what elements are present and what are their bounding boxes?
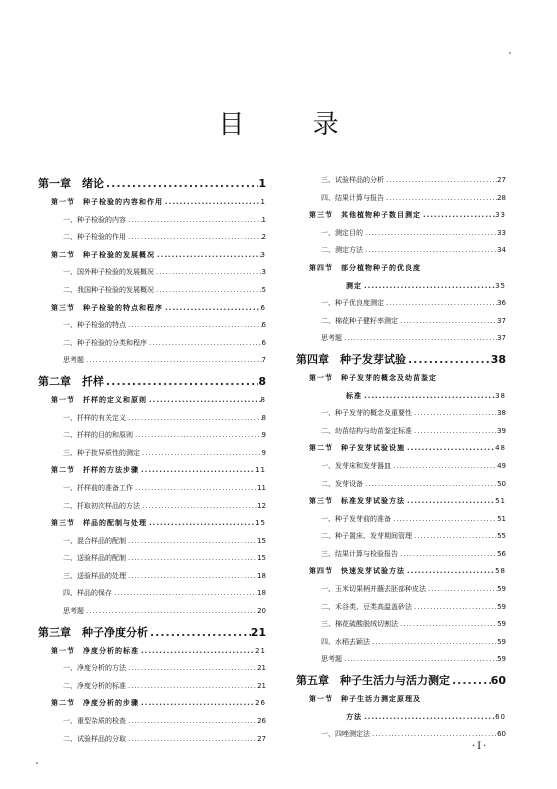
toc-section-entry — [38, 515, 266, 533]
dot-leader — [126, 717, 257, 726]
toc-entry-page: 6 — [260, 303, 266, 312]
dot-leader — [139, 466, 255, 475]
dot-leader — [405, 497, 495, 506]
toc-entry-page: 38 — [497, 409, 506, 418]
dot-leader — [139, 647, 255, 656]
toc-entry-label: 第三节 种子检验的特点和程序 — [51, 303, 163, 312]
dot-leader — [84, 356, 262, 365]
dot-leader — [84, 607, 257, 616]
toc-section-entry — [296, 207, 506, 225]
toc-item-entry — [38, 282, 266, 300]
toc-entry-label: 二、扦取初次样品的方法 — [63, 501, 140, 510]
dot-leader — [384, 299, 497, 308]
toc-section-entry — [38, 392, 266, 410]
toc-entry-label: 第二节 净度分析的步骤 — [51, 699, 139, 708]
toc-entry-page: 26 — [255, 699, 266, 708]
toc-entry-page: 5 — [261, 285, 266, 294]
toc-entry-label: 第四节 部分植物种子的优良度 — [309, 263, 421, 272]
toc-entry-page: 60 — [497, 730, 506, 739]
toc-item-entry — [296, 190, 506, 208]
toc-entry-page: 33 — [495, 211, 506, 220]
toc-entry-label: 思考题 — [63, 356, 84, 365]
toc-think-entry — [296, 330, 506, 348]
dot-leader — [104, 178, 258, 190]
toc-entry-page: 12 — [257, 501, 266, 510]
toc-entry-label: 一、种子优良度测定 — [321, 299, 384, 308]
toc-entry-page: 59 — [497, 655, 506, 664]
toc-item-entry — [296, 295, 506, 313]
dot-leader — [398, 317, 497, 326]
toc-cont-entry — [296, 278, 506, 296]
toc-section-entry — [38, 462, 266, 480]
toc-entry-label: 四、样品的保存 — [63, 589, 112, 598]
toc-item-entry — [296, 476, 506, 494]
toc-item-entry — [38, 317, 266, 335]
toc-entry-page: 20 — [257, 607, 266, 616]
toc-entry-page: 59 — [497, 585, 506, 594]
toc-section-entry — [296, 370, 506, 388]
toc-entry-label: 一、重型杂质的检查 — [63, 717, 126, 726]
dot-leader — [398, 620, 497, 629]
dot-leader — [147, 396, 261, 405]
toc-item-entry — [296, 458, 506, 476]
page-number: ·Ⅰ· — [472, 741, 489, 752]
toc-item-entry — [296, 528, 506, 546]
toc-item-entry — [296, 511, 506, 529]
toc-entry-page: 18 — [257, 571, 266, 580]
toc-item-entry — [38, 212, 266, 230]
toc-entry-page: 58 — [495, 567, 506, 576]
toc-entry-label: 第一章 绪论 — [38, 177, 104, 190]
toc-entry-label: 二、测定方法 — [321, 246, 363, 255]
toc-entry-label: 思考题 — [321, 334, 342, 343]
toc-item-entry — [38, 335, 266, 353]
toc-item-entry — [38, 229, 266, 247]
toc-entry-page: 28 — [497, 193, 506, 202]
toc-entry-page: 6 — [261, 338, 266, 347]
toc-think-entry — [38, 603, 266, 621]
scan-speck — [36, 762, 38, 764]
toc-entry-page: 1 — [260, 198, 266, 206]
toc-item-entry — [38, 678, 266, 696]
toc-column-right — [296, 172, 506, 744]
toc-entry-page: 27 — [257, 734, 266, 743]
toc-entry-label: 三、结果计算与检验报告 — [321, 549, 398, 558]
dot-leader — [391, 462, 497, 471]
toc-entry-page: 2 — [261, 233, 266, 242]
toc-entry-label: 第三节 标准发芽试验方法 — [309, 497, 405, 506]
dot-leader — [112, 589, 257, 598]
dot-leader — [126, 414, 262, 423]
toc-entry-label: 三、送验样品的处理 — [63, 571, 126, 580]
toc-entry-page: 15 — [257, 554, 266, 563]
toc-item-entry — [38, 731, 266, 749]
toc-section-entry — [296, 691, 506, 709]
toc-entry-label: 第二节 种子检验的发展概况 — [51, 250, 155, 259]
toc-entry-label: 第二节 种子发芽试验设施 — [309, 444, 405, 453]
toc-section-entry — [38, 247, 266, 265]
toc-section-entry — [296, 440, 506, 458]
toc-entry-label: 二、扦样的目的和原则 — [63, 431, 133, 440]
dot-leader — [140, 449, 262, 458]
toc-entry-page: 59 — [497, 620, 506, 629]
toc-think-entry — [296, 651, 506, 669]
toc-entry-label: 第四节 快速发芽试验方法 — [309, 567, 405, 576]
dot-leader — [148, 627, 251, 639]
toc-entry-page: 36 — [497, 299, 506, 308]
toc-entry-label: 二、发芽设备 — [321, 479, 363, 488]
toc-item-entry — [296, 599, 506, 617]
toc-section-entry — [38, 643, 266, 661]
dot-leader — [126, 682, 257, 691]
toc-entry-page: 3 — [260, 250, 266, 259]
toc-entry-page: 11 — [257, 483, 266, 492]
toc-entry-label: 一、四唑测定法 — [321, 730, 370, 739]
toc-entry-page: 34 — [497, 246, 506, 255]
toc-entry-page: 1 — [258, 177, 266, 190]
dot-leader — [398, 550, 497, 559]
toc-item-entry — [296, 423, 506, 441]
toc-item-entry — [38, 445, 266, 463]
dot-leader — [126, 735, 257, 744]
toc-section-entry — [38, 194, 266, 212]
toc-entry-page: 8 — [260, 395, 266, 404]
toc-item-entry — [296, 405, 506, 423]
toc-entry-label: 二、种子检验的作用 — [63, 233, 126, 242]
dot-leader — [362, 282, 495, 291]
toc-section-entry — [296, 260, 506, 278]
toc-entry-page: 50 — [497, 479, 506, 488]
toc-entry-label: 二、试验样品的分取 — [63, 734, 126, 743]
toc-entry-label: 第一节 净度分析的标准 — [51, 646, 139, 655]
toc-entry-page: 39 — [497, 426, 506, 435]
toc-think-entry — [38, 352, 266, 370]
toc-item-entry — [296, 546, 506, 564]
dot-leader — [155, 251, 261, 260]
toc-cont-entry — [296, 709, 506, 727]
toc-entry-label: 思考题 — [321, 655, 342, 664]
page-title: 目 录 — [218, 110, 369, 140]
toc-chapter-entry — [296, 348, 506, 370]
dot-leader — [370, 730, 497, 739]
toc-entry-label: 三、种子批异质性的测定 — [63, 448, 140, 457]
toc-entry-page: 33 — [497, 228, 506, 237]
toc-chapter-entry — [38, 172, 266, 194]
toc-entry-page: 38 — [490, 352, 506, 366]
dot-leader — [363, 229, 497, 238]
toc-entry-page: 9 — [261, 431, 266, 440]
dot-leader — [342, 655, 497, 664]
dot-leader — [363, 480, 497, 489]
toc-entry-label: 二、种子置床、发芽期间管理 — [321, 532, 412, 541]
dot-leader — [139, 699, 255, 708]
dot-leader — [154, 268, 262, 277]
dot-leader — [405, 567, 495, 576]
dot-leader — [133, 484, 257, 493]
dot-leader — [391, 515, 497, 524]
toc-entry-page: 18 — [257, 589, 266, 598]
toc-entry-page: 21 — [250, 625, 266, 639]
dot-leader — [384, 194, 497, 203]
dot-leader — [154, 286, 262, 295]
dot-leader — [126, 554, 257, 563]
toc-entry-label: 一、测定目的 — [321, 228, 363, 237]
toc-item-entry — [296, 634, 506, 652]
toc-item-entry — [296, 172, 506, 190]
dot-leader — [370, 638, 497, 647]
toc-entry-label: 二、我国种子检验的发展概况 — [63, 285, 154, 294]
toc-entry-label: 一、种子检验的特点 — [63, 321, 126, 330]
dot-leader — [163, 198, 261, 207]
toc-entry-page: 55 — [497, 532, 506, 541]
toc-entry-page: 26 — [257, 717, 266, 726]
dot-leader — [412, 603, 497, 612]
dot-leader — [421, 211, 495, 220]
toc-entry-page: 60 — [495, 712, 506, 721]
toc-entry-label: 第一节 种子生活力测定原理及 — [309, 695, 421, 704]
toc-entry-page: 48 — [495, 444, 506, 453]
toc-item-entry — [38, 264, 266, 282]
toc-entry-page: 15 — [257, 536, 266, 545]
toc-chapter-entry — [296, 669, 506, 691]
toc-chapter-entry — [38, 621, 266, 643]
toc-entry-page: 56 — [497, 549, 506, 558]
toc-entry-label: 一、扦样的有关定义 — [63, 413, 126, 422]
toc-entry-label: 第四章 种子发芽试验 — [296, 352, 406, 366]
dot-leader — [406, 354, 491, 366]
toc-entry-page: 37 — [497, 316, 506, 325]
toc-entry-label: 第一节 扦样的定义和原则 — [51, 395, 147, 404]
toc-entry-label: 四、结果计算与报告 — [321, 193, 384, 202]
toc-section-entry — [296, 493, 506, 511]
toc-section-entry — [296, 563, 506, 581]
dot-leader — [163, 304, 261, 313]
toc-entry-page: 21 — [257, 664, 266, 673]
toc-entry-label: 一、种子发芽的概念及重要性 — [321, 409, 412, 418]
toc-column-left — [38, 172, 266, 748]
toc-entry-page: 7 — [261, 356, 266, 365]
toc-entry-label: 一、国外种子检验的发展概况 — [63, 268, 154, 277]
dot-leader — [147, 519, 255, 528]
toc-entry-label: 一、种子检验的内容 — [63, 215, 126, 224]
toc-entry-label: 思考题 — [63, 607, 84, 616]
toc-entry-page: 35 — [495, 281, 506, 290]
toc-entry-page: 37 — [497, 334, 506, 343]
toc-section-entry — [38, 300, 266, 318]
toc-entry-page: 38 — [495, 391, 506, 400]
toc-entry-page: 51 — [495, 497, 506, 506]
toc-entry-page: 3 — [261, 268, 266, 277]
toc-entry-page: 51 — [497, 514, 506, 523]
toc-entry-label: 二、种子检验的分类和程序 — [63, 338, 147, 347]
toc-entry-label: 二、送验样品的配制 — [63, 554, 126, 563]
toc-item-entry — [38, 550, 266, 568]
dot-leader — [126, 664, 257, 673]
dot-leader — [133, 431, 262, 440]
toc-entry-label: 三、棉花硫酸脱绒切割法 — [321, 620, 398, 629]
toc-item-entry — [296, 313, 506, 331]
toc-entry-page: 8 — [261, 413, 266, 422]
toc-entry-label: 一、种子发芽前的准备 — [321, 514, 391, 523]
dot-leader — [362, 392, 495, 401]
toc-item-entry — [296, 581, 506, 599]
toc-entry-label: 第三章 种子净度分析 — [38, 625, 148, 639]
toc-item-entry — [38, 427, 266, 445]
dot-leader — [342, 334, 497, 343]
dot-leader — [405, 444, 495, 453]
dot-leader — [126, 233, 262, 242]
toc-entry-page: 49 — [497, 461, 506, 470]
dot-leader — [363, 246, 497, 255]
toc-chapter-entry — [38, 370, 266, 392]
dot-leader — [140, 502, 257, 511]
toc-item-entry — [296, 616, 506, 634]
dot-leader — [126, 572, 257, 581]
toc-item-entry — [296, 225, 506, 243]
scan-speck — [509, 52, 511, 54]
dot-leader — [126, 321, 262, 330]
dot-leader — [412, 532, 497, 541]
toc-item-entry — [296, 242, 506, 260]
toc-item-entry — [38, 533, 266, 551]
toc-entry-label: 第三节 样品的配制与处理 — [51, 519, 147, 528]
toc-item-entry — [38, 568, 266, 586]
toc-item-entry — [38, 410, 266, 428]
toc-entry-label: 一、玉米切果柄并蘸去胚部种皮法 — [321, 585, 426, 594]
toc-entry-label: 一、净度分析的方法 — [63, 664, 126, 673]
dot-leader — [126, 537, 257, 546]
toc-entry-page: 1 — [261, 215, 266, 224]
toc-entry-label: 第五章 种子生活力与活力测定 — [296, 674, 450, 688]
dot-leader — [450, 675, 491, 687]
toc-entry-label: 测定 — [346, 281, 362, 290]
toc-item-entry — [38, 713, 266, 731]
dot-leader — [362, 713, 495, 722]
dot-leader — [426, 585, 497, 594]
dot-leader — [384, 176, 497, 185]
toc-entry-label: 二、幼苗结构与幼苗鉴定标准 — [321, 426, 412, 435]
toc-entry-label: 二、禾谷类、豆类高温盖砂法 — [321, 602, 412, 611]
toc-entry-label: 一、扦样前的准备工作 — [63, 483, 133, 492]
dot-leader — [412, 409, 497, 418]
toc-entry-label: 四、水稻去颖法 — [321, 637, 370, 646]
toc-entry-page: 15 — [255, 519, 266, 528]
toc-entry-label: 标准 — [346, 391, 362, 400]
toc-entry-page: 11 — [255, 466, 266, 475]
toc-entry-page: 9 — [261, 448, 266, 457]
toc-entry-page: 59 — [497, 637, 506, 646]
toc-entry-page: 27 — [497, 176, 506, 184]
dot-leader — [412, 427, 497, 436]
toc-entry-label: 三、试验样品的分析 — [321, 176, 384, 184]
toc-entry-label: 方法 — [346, 712, 362, 721]
toc-entry-label: 第一节 种子发芽的概念及幼苗鉴定 — [309, 373, 437, 382]
toc-entry-label: 二、棉花种子健籽率测定 — [321, 316, 398, 325]
toc-entry-page: 21 — [255, 646, 266, 655]
toc-entry-label: 一、发芽床和发芽器皿 — [321, 461, 391, 470]
toc-entry-label: 第三节 其他植物种子数目测定 — [309, 211, 421, 220]
dot-leader — [147, 339, 262, 348]
toc-entry-page: 8 — [258, 374, 266, 388]
toc-section-entry — [38, 695, 266, 713]
toc-entry-page: 21 — [257, 681, 266, 690]
toc-entry-label: 第一节 种子检验的内容和作用 — [51, 198, 163, 206]
toc-entry-page: 60 — [490, 674, 506, 688]
toc-item-entry — [38, 660, 266, 678]
toc-entry-label: 二、净度分析的标准 — [63, 681, 126, 690]
toc-entry-label: 一、混合样品的配制 — [63, 536, 126, 545]
toc-entry-label: 第二章 扦样 — [38, 374, 104, 388]
toc-item-entry — [38, 585, 266, 603]
toc-entry-label: 第二节 扦样的方法步骤 — [51, 466, 139, 475]
dot-leader — [104, 376, 258, 388]
toc-entry-page: 59 — [497, 602, 506, 611]
toc-cont-entry — [296, 388, 506, 406]
toc-item-entry — [38, 480, 266, 498]
toc-entry-page: 6 — [261, 321, 266, 330]
toc-item-entry — [38, 498, 266, 516]
dot-leader — [126, 216, 262, 225]
